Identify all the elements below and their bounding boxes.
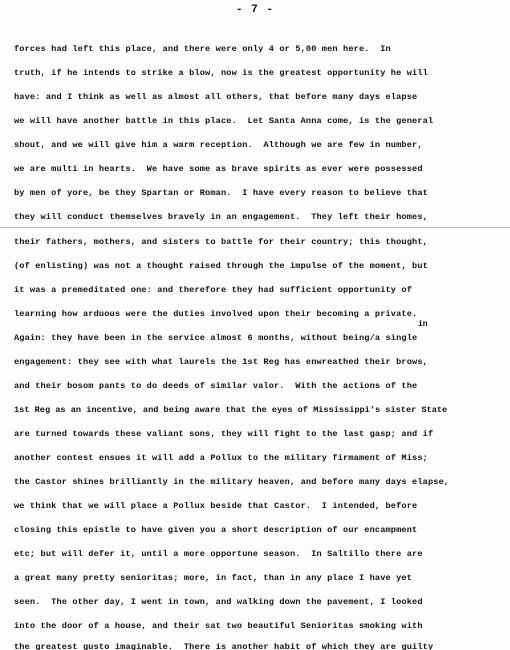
text-line: the Castor shines brilliantly in the military heaven, and before many days elapse, [14, 477, 450, 487]
text-line: we will have another battle in this place. Let Santa Anna come, is the general [14, 116, 434, 126]
text-line: seen. The other day, I went in town, and walking down the pavement, I looked [14, 597, 423, 607]
text-line: they will conduct themselves bravely in an engagement. They left their homes, [14, 212, 428, 222]
text-line: 1st Reg as an incentive, and being aware that the eyes of Mississippi's sister State [14, 405, 448, 415]
text-line: and their bosom pants to do deeds of similar valor. With the actions of the [14, 381, 418, 391]
text-line: (of enlisting) was not a thought raised through the impulse of the moment, but [14, 261, 428, 271]
text-line: are turned towards these valiant sons, they will fight to the last gasp; and if [14, 429, 434, 439]
interlinear-insertion: in [418, 320, 428, 329]
text-line: engagement: they see with what laurels the 1st Reg has enwreathed their brows, [14, 357, 428, 367]
text-line: truth, if he intends to strike a blow, now is the greatest opportunity he will [14, 68, 428, 78]
paper-fold-line [0, 227, 510, 228]
text-line: another contest ensues it will add a Pollux to the military firmament of Miss; [14, 453, 428, 463]
text-line: their fathers, mothers, and sisters to battle for their country; this thought, [14, 237, 428, 247]
text-line: etc; but will defer it, until a more opportune season. In Saltillo there are [14, 549, 423, 559]
text-line: the greatest gusto imaginable. There is another habit of which they are guilty [14, 642, 434, 650]
text-line: forces had left this place, and there were only 4 or 5,00 men here. In [14, 44, 391, 54]
text-line: into the door of a house, and their sat two beautiful Senioritas smoking with [14, 621, 423, 631]
text-line: closing this epistle to have given you a short description of our encampment [14, 525, 418, 535]
text-line: Again: they have been in the service almost 6 months, without being/a single [14, 333, 418, 343]
text-line: it was a premeditated one: and therefore they had sufficient opportunity of [14, 285, 413, 295]
text-line: shout, and we will give him a warm reception. Although we are few in number, [14, 140, 423, 150]
text-line: learning how arduous were the duties involved upon their becoming a private. [14, 309, 418, 319]
text-line: by men of yore, be they Spartan or Roman. I have every reason to believe that [14, 188, 428, 198]
text-line: a great many pretty senioritas; more, in fact, than in any place I have yet [14, 573, 413, 583]
text-line: have: and I think as well as almost all others, that before many days elapse [14, 92, 418, 102]
page-number: - 7 - [235, 4, 274, 16]
text-line: we are multi in hearts. We have some as brave spirits as ever were possessed [14, 164, 423, 174]
text-line: we think that we will place a Pollux beside that Castor. I intended, before [14, 501, 418, 511]
